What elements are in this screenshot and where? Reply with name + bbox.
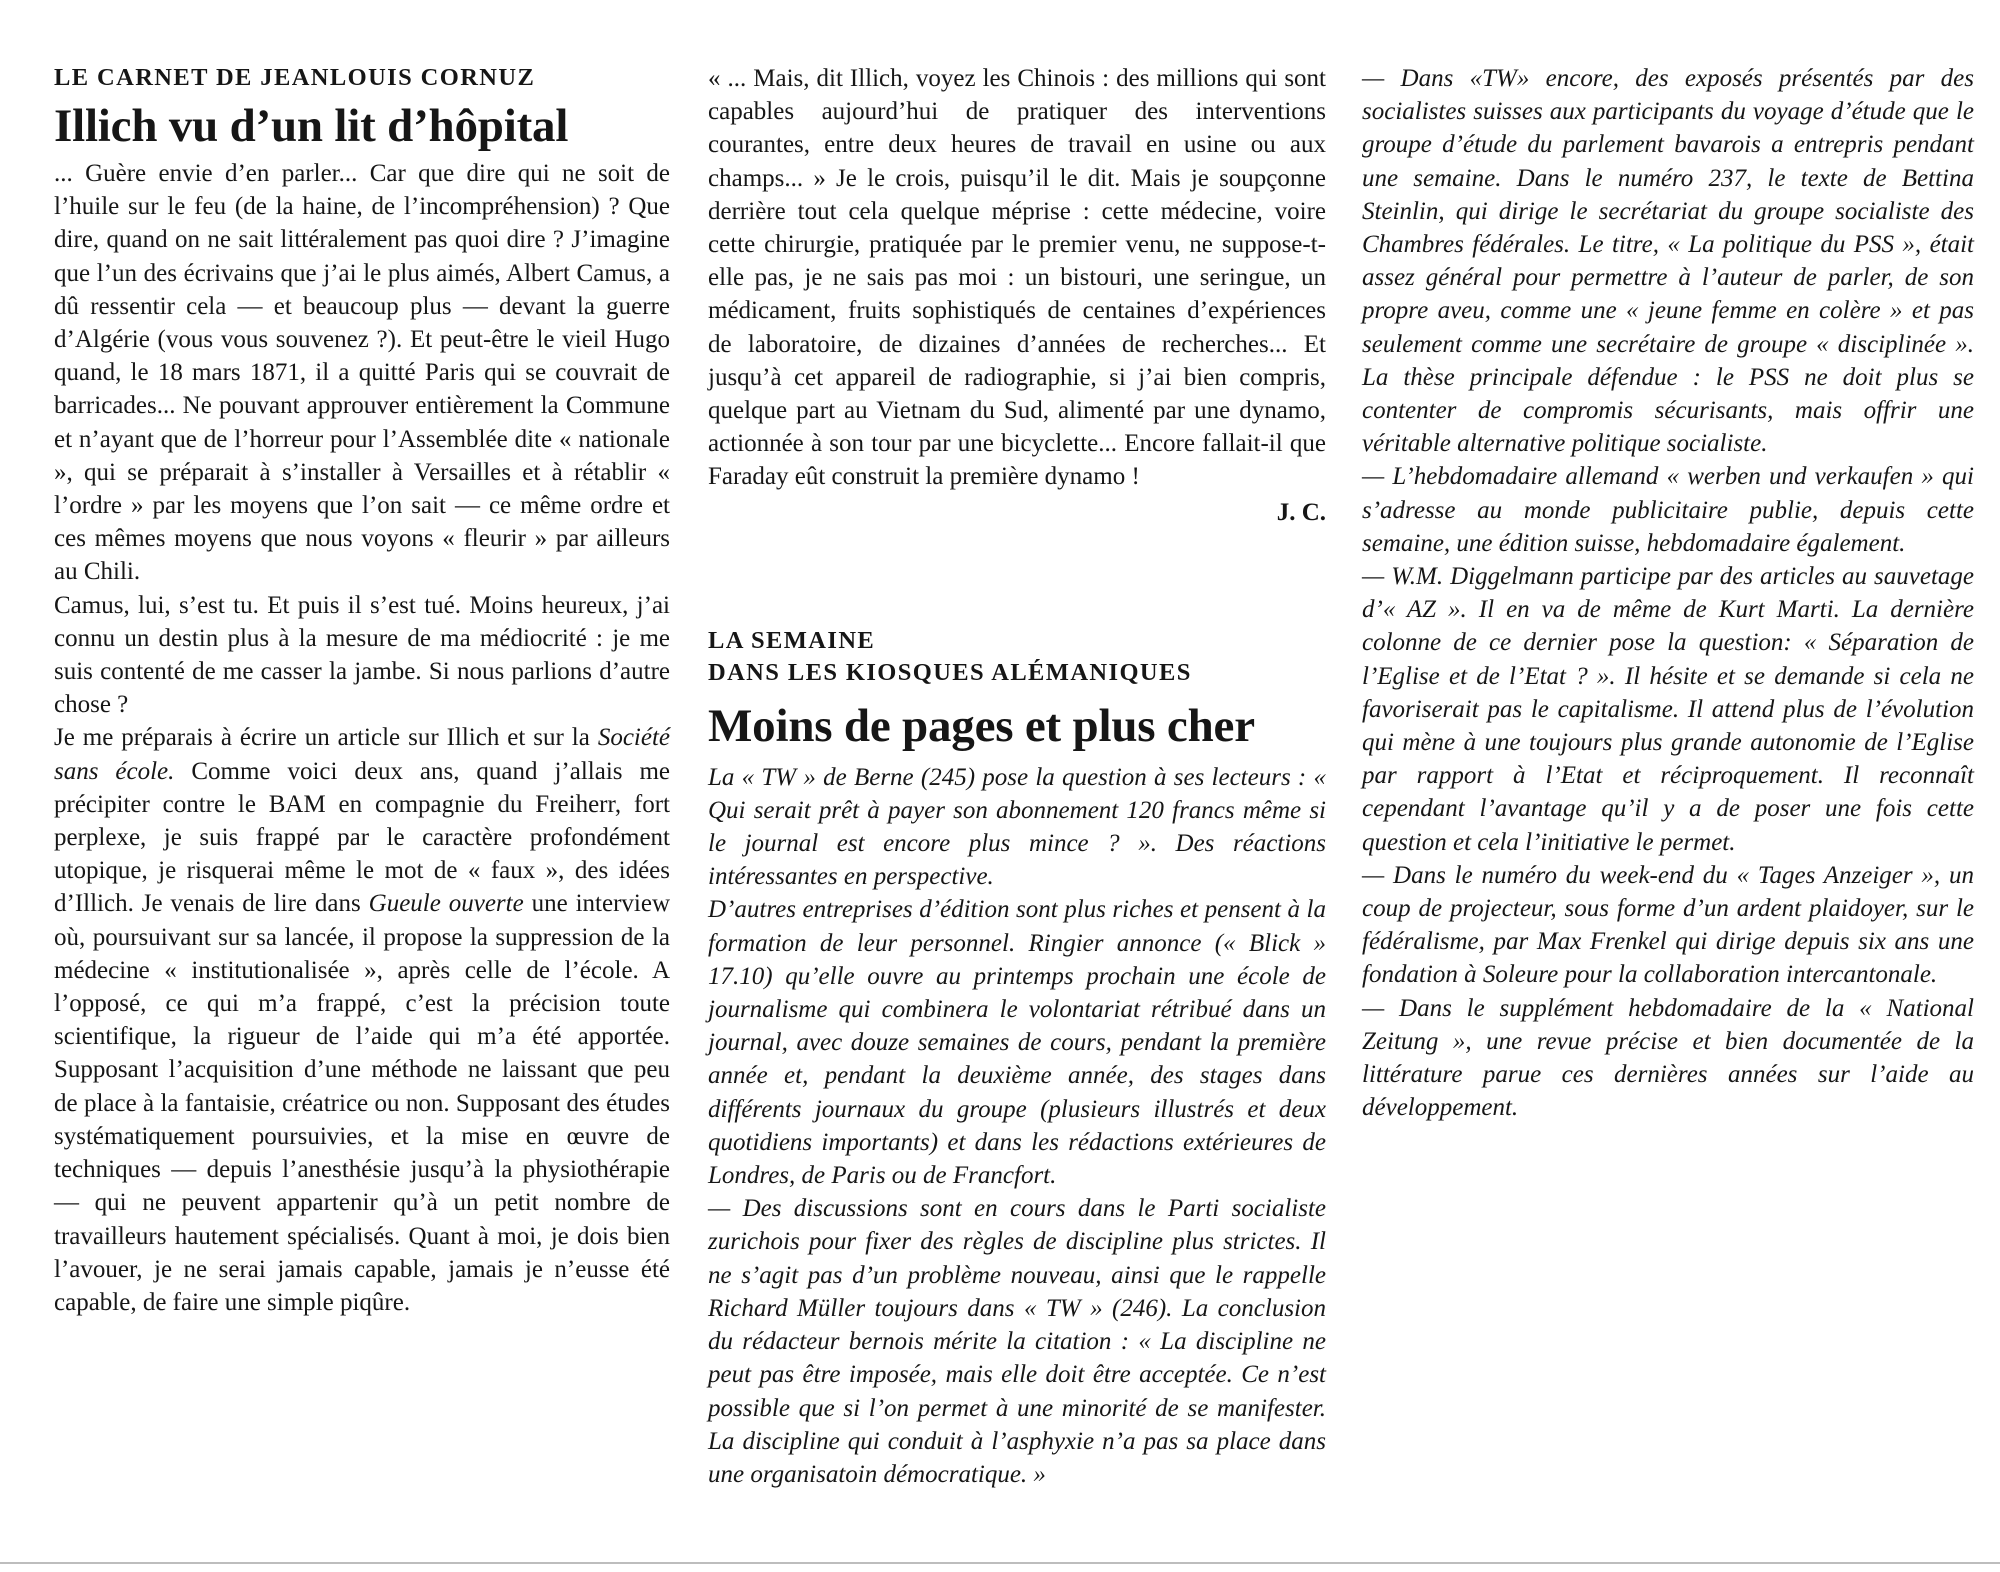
left-article-paragraph: Camus, lui, s’est tu. Et puis il s’est tué. Moins heureux, j’ai connu un destin plus à la mesure de ma médiocrité : je me suis contenté de me casser la jambe. Si nous parlions d’autre chose ? [54, 591, 670, 719]
text-run: Comme voici deux ans, quand j’allais me précipiter contre le BAM en compagnie du Freiherr, fort perplexe, je suis frappé par le caractère profondément utopique, je risquerai même le mot de « faux », des idées d’Illich. Je venais de lire dans [54, 757, 670, 918]
column-middle [708, 62, 1326, 1491]
column-right [1362, 62, 1974, 1125]
right-article-paragraph: La « TW » de Berne (245) pose la question à ses lecteurs : « Qui serait prêt à payer son abonnement 120 francs même si le journal est encore plus mince ? ». Des réactions intéressantes en perspective. [708, 763, 1326, 891]
left-article-paragraph [54, 721, 670, 1319]
right-article-paragraph: — L’hebdomadaire allemand « werben und verkaufen » qui s’adresse au monde publicitaire publie, depuis cette semaine, une édition suisse, hebdomadaire également. [1362, 463, 1974, 557]
left-article-paragraph: « ... Mais, dit Illich, voyez les Chinois : des millions qui sont capables aujourd’hui de pratiquer des interventions courantes, entre deux heures de travail en usine ou aux champs... » Je le crois, puisqu’il le dit. Mais je soupçonne derrière tout cela quelque méprise : cette médecine, voire cette chirurgie, pratiquée par le premier venu, ne suppose-t-elle pas, je ne sais pas moi : un bistouri, une seringue, un médicament, fruits sophistiqués de centaines d’expériences de laboratoire, de dizaines d’années de recherches... Et jusqu’à cet appareil de radiographie, si j’ai bien compris, quelque part au Vietnam du Sud, alimenté par une dynamo, actionnée à son tour par une bicyclette... Encore fallait-il que Faraday eût construit la première dynamo ! [708, 65, 1326, 491]
right-article-paragraph: — Des discussions sont en cours dans le Parti socialiste zurichois pour fixer des règles de discipline plus strictes. Il ne s’agit pas d’un problème nouveau, ainsi que le rappelle Richard Müller toujours dans « TW » (246). La conclusion du rédacteur bernois mérite la citation : « La discipline ne peut pas être imposée, mais elle doit être acceptée. Ce n’est possible que si l’on permet à une minorité de se manifester. La discipline qui conduit à l’asphyxie n’a pas sa place dans une organisatoin démocratique. » [708, 1195, 1326, 1488]
right-article-kicker-line2: DANS LES KIOSQUES ALÉMANIQUES [708, 658, 1192, 686]
right-article-paragraph: — Dans le numéro du week-end du « Tages Anzeiger », un coup de projecteur, sous forme d’un ardent plaidoyer, sur le fédéralisme, par Max Frenkel qui dirige depuis six ans une fondation à Soleure pour la collaboration intercantonale. [1362, 861, 1974, 989]
left-article-paragraph: ... Guère envie d’en parler... Car que dire qui ne soit de l’huile sur le feu (de la haine, de l’incompréhension) ? Que dire, quand on ne sait littéralement pas quoi dire ? J’imagine que l’un des écrivains que j’ai le plus aimés, Albert Camus, a dû ressentir cela — et beaucoup plus — devant la guerre d’Algérie (vous vous souvenez ?). Et peut-être le vieil Hugo quand, le 18 mars 1871, il a quitté Paris qui se couvrait de barricades... Ne pouvant approuver entièrement la Commune et n’ayant que de l’horreur pour l’Assemblée dite « nationale », qui se préparait à s’installer à Versailles et à rétablir « l’ordre » par les moyens que l’on sait — ce même ordre et ces mêmes moyens que nous voyons « fleurir » par ailleurs au Chili. [54, 160, 670, 586]
signature: J. C. [1276, 498, 1326, 526]
right-article-kicker-line1: LA SEMAINE [708, 626, 876, 654]
right-article-paragraph: D’autres entreprises d’édition sont plus riches et pensent à la formation de leur personnel. Ringier annonce (« Blick » 17.10) qu’elle ouvre au printemps prochain une école de journalisme qui combinera le volontariat rétribué dans un journal, avec douze semaines de cours, pendant la première année et, pendant la deuxième année, des stages dans différents journaux du groupe (plusieurs illustrés et deux quotidiens importants) et dans les rédactions extérieures de Londres, de Paris ou de Francfort. [708, 896, 1326, 1190]
column-spacer [708, 529, 1326, 625]
text-run: Je me préparais à écrire un article sur Illich et sur la [54, 724, 598, 752]
left-article-title: Illich vu d’un lit d’hôpital [54, 100, 569, 152]
right-article-paragraph: — Dans le supplément hebdomadaire de la « National Zeitung », une revue précise et bien documentée de la littérature parue ces dernières années sur l’aide au développement. [1362, 994, 1974, 1122]
publication-gueule-ouverte: Gueule ouverte [368, 890, 524, 918]
right-article-title: Moins de pages et plus cher [708, 699, 1255, 752]
column-left [54, 62, 670, 1319]
right-article-paragraph: — Dans «TW» encore, des exposés présentés par des socialistes suisses aux participants du voyage d’étude que le groupe d’étude du parlement bavarois a entrepris pendant une semaine. Dans le numéro 237, le texte de Bettina Steinlin, qui dirige le secrétariat du groupe socialiste des Chambres fédérales. Le titre, « La politique du PSS », était assez général pour permettre à l’auteur de parler, de son propre aveu, comme une « jeune femme en colère » et pas seulement comme une secrétaire de groupe « disciplinée ». La thèse principale défendue : le PSS ne doit plus se contenter de compromis sécurisants, mais offrir une véritable alternative politique socialiste. [1362, 65, 1974, 458]
page-bottom-rule [0, 1562, 2000, 1564]
book-title-society: Société sans école. [54, 724, 670, 785]
right-article-paragraph: — W.M. Diggelmann participe par des articles au sauvetage d’« AZ ». Il en va de même de Kurt Marti. La dernière colonne de ce dernier pose la question: « Séparation de l’Eglise et de l’Etat ? ». Il hésite et se demande si cela ne favoriserait pas le capitalisme. Il attend plus de l’évolution qui mène à une toujours plus grande autonomie de l’Eglise par rapport à l’Etat et réciproquement. Il reconnaît cependant l’avantage qu’il y a de poser une fois cette question et cela l’initiative le permet. [1362, 563, 1974, 856]
left-article-kicker: LE CARNET DE JEANLOUIS CORNUZ [54, 64, 536, 91]
text-run: une interview où, poursuivant sur sa lancée, il propose la suppression de la médecine « institutionalisée », après celle de l’école. A l’opposé, ce qui m’a frappé, c’est la précision toute scientifique, la rigueur de l’aide qui m’a été apportée. Supposant l’acquisition d’une méthode ne laissant que peu de place à la fantaisie, créatrice ou non. Supposant des études systématiquement poursuivies, et la mise en œuvre de techniques — depuis l’anesthésie jusqu’à la physiothérapie — qui ne peuvent appartenir qu’à un petit nombre de travailleurs hautement spécialisés. Quant à moi, je dois bien l’avouer, je ne serai jamais capable, jamais je n’eusse été capable, de faire une simple piqûre. [54, 890, 671, 1316]
